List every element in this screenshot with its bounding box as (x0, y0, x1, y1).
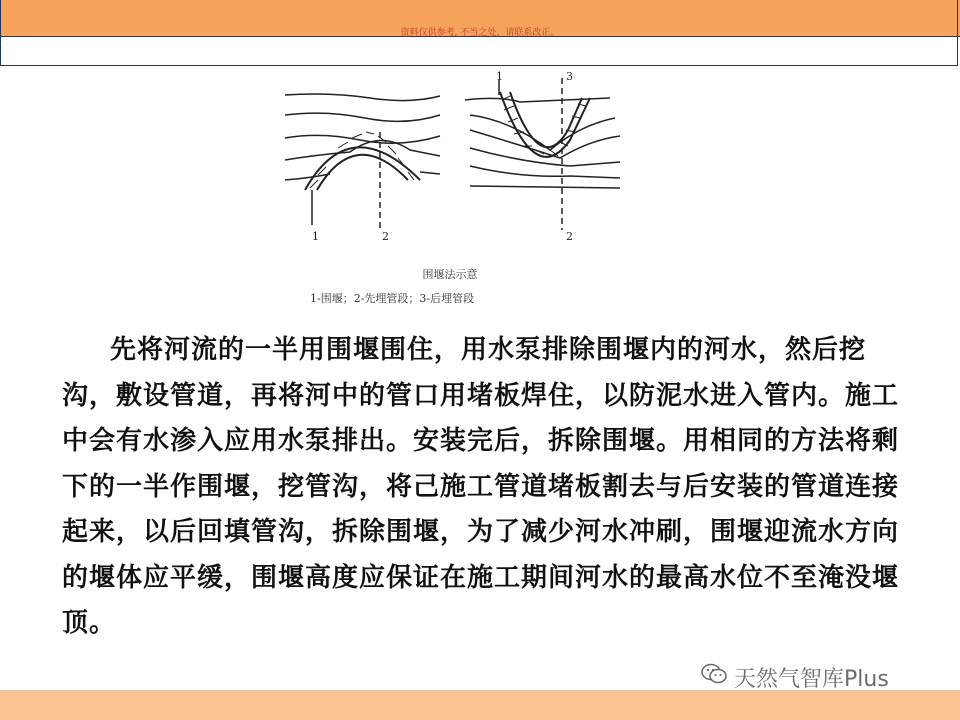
body-paragraph (62, 328, 904, 647)
left-contour (285, 113, 440, 121)
left-contour (420, 172, 440, 174)
label-left-2: 2 (382, 230, 389, 243)
left-diagram (285, 94, 440, 230)
label-right-1: 1 (496, 70, 503, 83)
right-contour (470, 166, 620, 178)
figure-legend: 1-围堰；2-先埋管段；3-后埋管段 (310, 292, 475, 305)
watermark-text: 天然气智库Plus (734, 666, 889, 692)
right-contour (470, 186, 620, 188)
label-right-2: 2 (566, 230, 573, 243)
bottom-banner (0, 690, 960, 720)
cofferdam-diagram (270, 70, 630, 270)
left-contour (285, 140, 440, 160)
header-notice: 资料仅供参考, 不当之处，请联系改正。 (400, 28, 560, 38)
cofferdam-outer-left (305, 147, 420, 190)
wechat-icon (700, 662, 728, 692)
cofferdam-inner-left (317, 155, 408, 190)
left-contour (285, 94, 440, 101)
label-right-3: 3 (566, 70, 573, 83)
right-contour (470, 115, 615, 150)
cofferdam-figure (270, 70, 630, 310)
label-left-1: 1 (312, 230, 319, 243)
figure-caption: 围堰法示意 (422, 268, 478, 281)
right-diagram (465, 78, 620, 230)
watermark (700, 662, 889, 692)
left-contour (285, 135, 440, 143)
body-paragraph-text: 先将河流的一半用围堰围住，用水泵排除围堰内的河水，然后挖沟，敷设管道，再将河中的管口用堵板焊住，以防泥水进入管内。施工中会有水渗入应用水泵排出。安装完后，拆除围堰。用相同的方法将剩下的一半作围堰，挖管沟，将己施工管道堵板割去与后安装的管道连接起来，以后回填管沟，拆除围堰，为了减少河水冲刷，围堰迎流水方向的堰体应平缓，围堰高度应保证在施工期间河水的最高水位不至淹没堰顶。 (62, 335, 900, 638)
